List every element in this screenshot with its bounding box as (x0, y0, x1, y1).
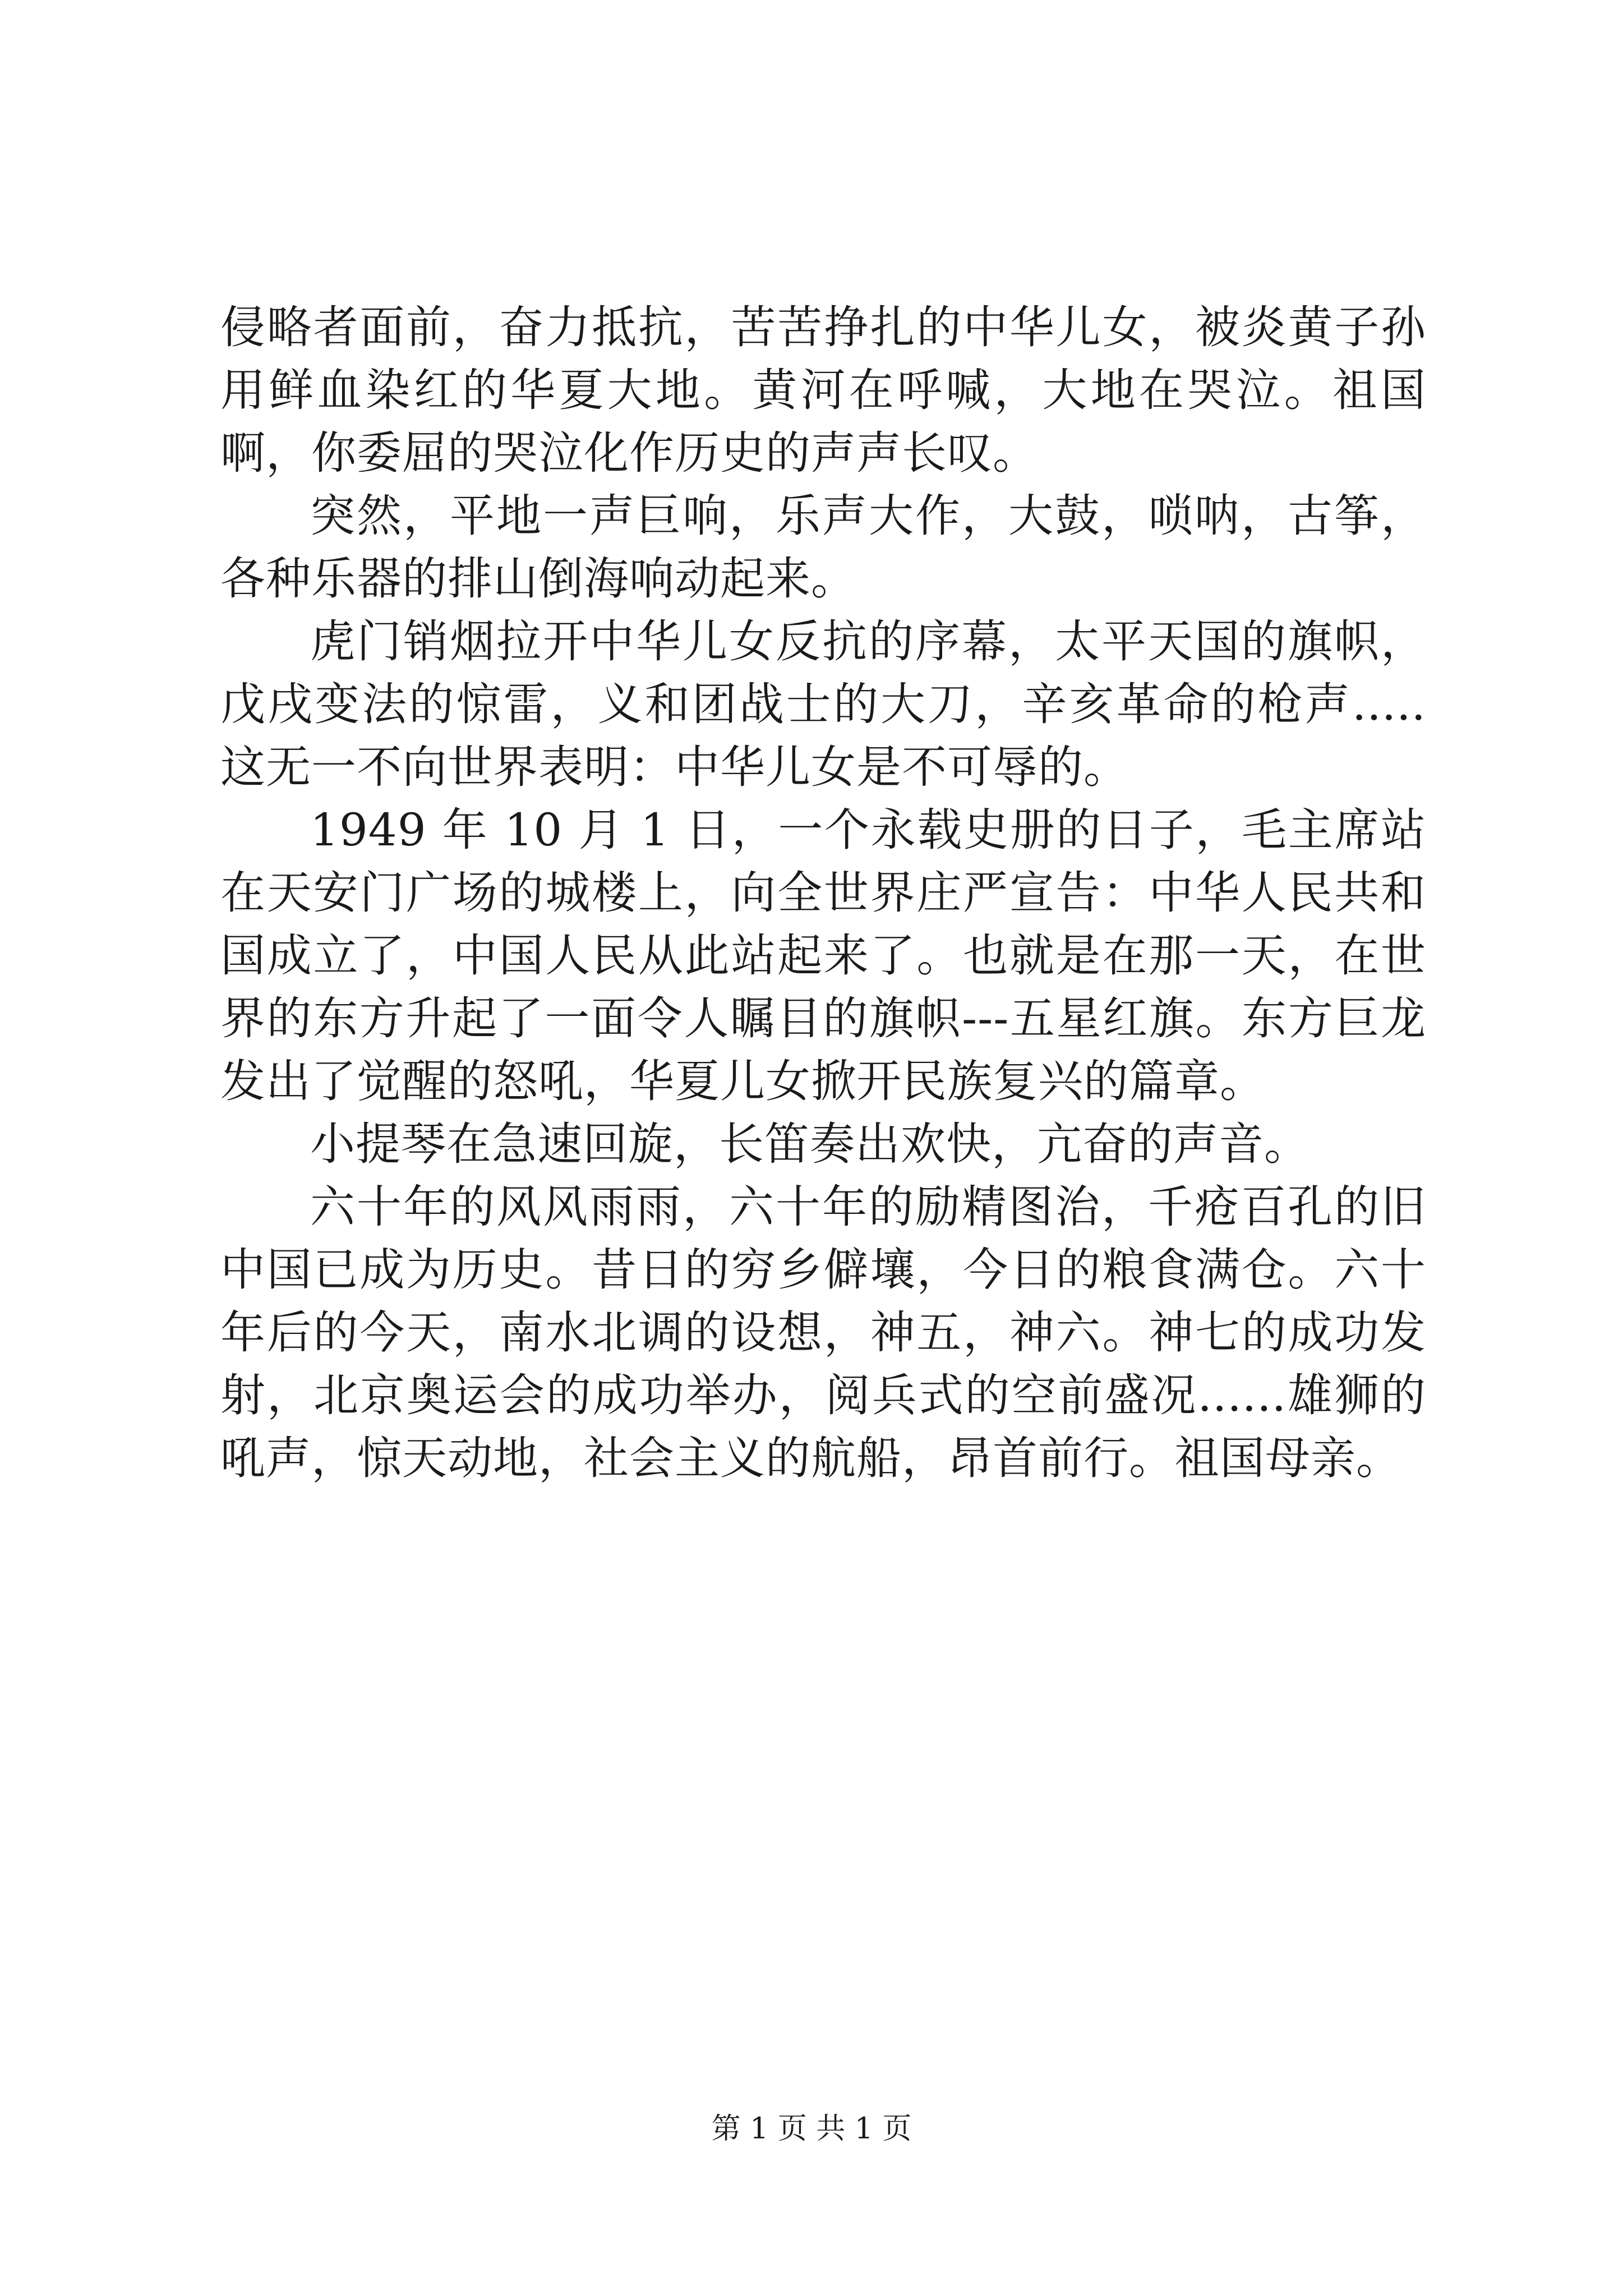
paragraph-5: 小提琴在急速回旋，长笛奏出欢快，亢奋的声音。 (310, 1118, 1310, 1170)
document-body (220, 296, 1426, 1490)
paragraph-6: 六十年的风风雨雨，六十年的励精图治，千疮百孔的旧中国已成为历史。昔日的穷乡僻壤，今日的粮食满仓。六十年后的今天，南水北调的设想，神五，神六。神七的成功发射，北京奥运会的成功举办，阅兵式的空前盛况......雄狮的吼声，惊天动地，社会主义的航船，昂首前行。祖国母亲。 (220, 1181, 1426, 1484)
paragraph-2: 突然，平地一声巨响，乐声大作，大鼓，唢呐，古筝，各种乐器的排山倒海响动起来。 (220, 490, 1426, 605)
paragraph-4: 1949 年 10 月 1 日，一个永载史册的日子，毛主席站在天安门广场的城楼上，向全世界庄严宣告：中华人民共和国成立了，中国人民从此站起来了。也就是在那一天，在世界的东方升起了一面令人瞩目的旗帜---五星红旗。东方巨龙发出了觉醒的怒吼，华夏儿女掀开民族复兴的篇章。 (220, 804, 1426, 1107)
paragraph-3: 虎门销烟拉开中华儿女反抗的序幕，太平天国的旗帜，戊戌变法的惊雷，义和团战士的大刀，辛亥革命的枪声.....这无一不向世界表明：中华儿女是不可辱的。 (220, 615, 1426, 793)
paragraph-1: 侵略者面前，奋力抵抗，苦苦挣扎的中华儿女，被炎黄子孙用鲜血染红的华夏大地。黄河在呼喊，大地在哭泣。祖国啊，你委屈的哭泣化作历史的声声长叹。 (220, 301, 1426, 479)
page-footer: 第 1 页 共 1 页 (711, 2112, 912, 2146)
